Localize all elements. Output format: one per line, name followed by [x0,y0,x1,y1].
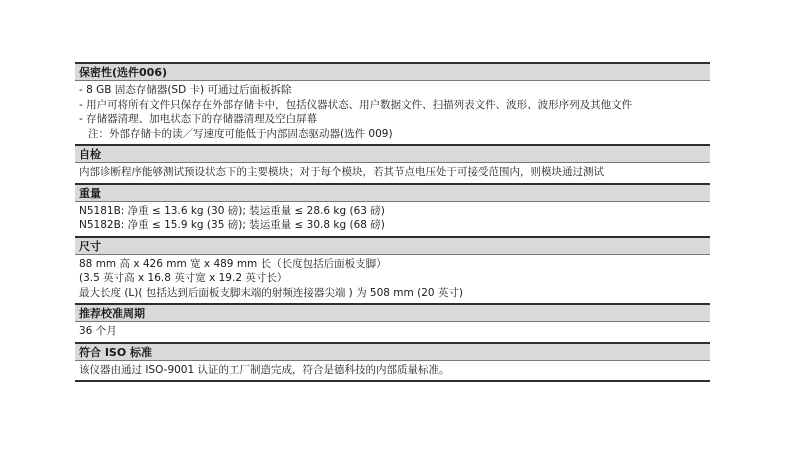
section-weight [75,185,710,238]
section-body [75,163,710,185]
section-header: 保密性(选件006) [75,64,710,81]
spec-table [75,62,710,382]
spec-line: 88 mm 高 x 426 mm 宽 x 489 mm 长（长度包括后面板支脚） [79,257,387,270]
section-body [75,81,710,146]
section-header: 尺寸 [75,238,710,255]
section-body [75,322,710,344]
spec-line: (3.5 英寸高 x 16.8 英寸宽 x 19.2 英寸长） [79,272,288,284]
section-security [75,64,710,146]
section-calibration [75,305,710,344]
spec-line: N5182B: 净重 ≤ 15.9 kg (35 磅); 装运重量 ≤ 30.8 kg (68 磅) [79,219,385,231]
section-header: 自检 [75,146,710,163]
spec-line: 该仪器由通过 ISO-9001 认证的工厂制造完成，符合是德科技的内部质量标准。 [79,363,450,376]
spec-line: - 8 GB 固态存储器(SD 卡) 可通过后面板拆除 [79,84,292,96]
section-header: 符合 ISO 标准 [75,344,710,361]
section-body [75,202,710,238]
section-header: 推荐校准周期 [75,305,710,322]
spec-line: - 存储器清理、加电状态下的存储器清理及空白屏幕 [79,113,318,125]
section-header: 重量 [75,185,710,202]
spec-line: N5181B: 净重 ≤ 13.6 kg (30 磅); 装运重量 ≤ 28.6 kg (63 磅) [79,204,385,217]
spec-note: 注：外部存储卡的读／写速度可能低于内部固态驱动器(选件 009) [88,127,393,140]
section-iso [75,344,710,383]
section-body [75,255,710,306]
spec-line: 最大长度 (L)( 包括达到后面板支脚末端的射频连接器尖端 ) 为 508 mm (20 英寸) [79,286,463,299]
section-self-test [75,146,710,185]
spec-line: - 用户可将所有文件只保存在外部存储卡中，包括仪器状态、用户数据文件、扫描列表文件、波形、波形序列及其他文件 [79,98,633,111]
spec-line: 内部诊断程序能够测试预设状态下的主要模块；对于每个模块，若其节点电压处于可接受范围内，则模块通过测试 [79,166,604,178]
spec-line: 36 个月 [79,325,117,337]
section-body [75,361,710,383]
section-dimensions [75,238,710,306]
